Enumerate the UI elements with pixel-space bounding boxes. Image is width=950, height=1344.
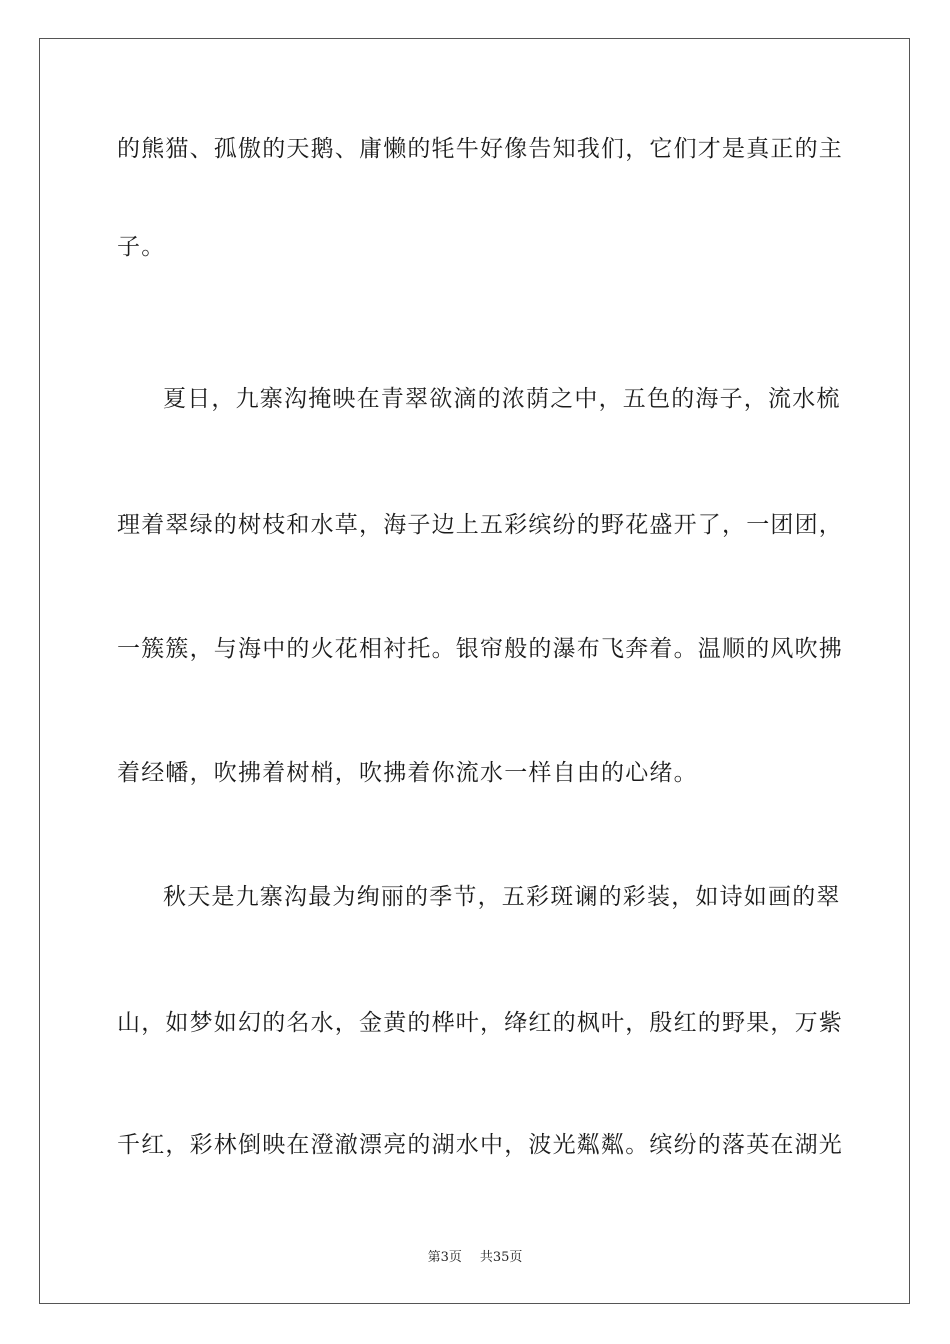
- paragraph-start-line: 夏日，九寨沟掩映在青翠欲滴的浓荫之中，五色的海子，流水梳: [163, 386, 841, 412]
- page-total: 共35页: [479, 1250, 523, 1265]
- page-footer: [0, 1246, 950, 1265]
- body-text-line: 子。: [117, 234, 166, 260]
- page-number: 第3页: [427, 1250, 462, 1265]
- body-text-line: 理着翠绿的树枝和水草，海子边上五彩缤纷的野花盛开了，一团团，: [117, 512, 843, 538]
- page-frame: [39, 38, 910, 1304]
- body-text-line: 着经幡，吹拂着树梢，吹拂着你流水一样自由的心绪。: [117, 760, 698, 786]
- body-text-line: 千红，彩林倒映在澄澈漂亮的湖水中，波光粼粼。缤纷的落英在湖光: [117, 1132, 843, 1158]
- paragraph-start-line: 秋天是九寨沟最为绚丽的季节，五彩斑谰的彩装，如诗如画的翠: [163, 884, 841, 910]
- body-text-line: 山，如梦如幻的名水，金黄的桦叶，绛红的枫叶，殷红的野果，万紫: [117, 1010, 843, 1036]
- body-text-line: 一簇簇，与海中的火花相衬托。银帘般的瀑布飞奔着。温顺的风吹拂: [117, 636, 843, 662]
- body-text-line: 的熊猫、孤傲的天鹅、庸懒的牦牛好像告知我们，它们才是真正的主: [117, 136, 843, 162]
